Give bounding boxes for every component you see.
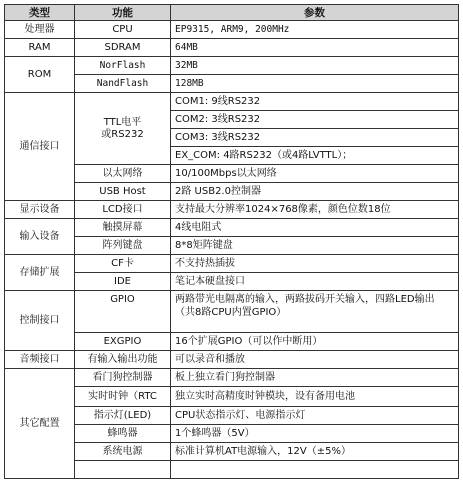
param-cell: 可以录音和播放 bbox=[171, 351, 459, 369]
category-cell: RAM bbox=[5, 39, 75, 57]
function-cell: EXGPIO bbox=[75, 333, 171, 351]
function-cell: NandFlash bbox=[75, 75, 171, 93]
function-cell: 阵列键盘 bbox=[75, 237, 171, 255]
spec-table bbox=[4, 4, 459, 479]
param-cell: EX_COM: 4路RS232（或4路LVTTL）； bbox=[171, 147, 459, 165]
function-cell: GPIO bbox=[75, 291, 171, 333]
function-cell: 实时时钟（RTC bbox=[75, 387, 171, 407]
empty-cell bbox=[171, 461, 459, 479]
empty-cell bbox=[75, 461, 171, 479]
param-cell: 1个蜂鸣器（5V） bbox=[171, 425, 459, 443]
param-cell: 独立实时高精度时钟模块，设有备用电池 bbox=[171, 387, 459, 407]
function-cell: 系统电源 bbox=[75, 443, 171, 461]
param-cell: 2路 USB2.0控制器 bbox=[171, 183, 459, 201]
param-cell: 不支持热插拔 bbox=[171, 255, 459, 273]
table-row bbox=[5, 369, 459, 387]
category-cell: 显示设备 bbox=[5, 201, 75, 219]
header-function: 功能 bbox=[75, 5, 171, 21]
table-row bbox=[5, 219, 459, 237]
param-cell: CPU状态指示灯、电源指示灯 bbox=[171, 407, 459, 425]
function-cell: CPU bbox=[75, 21, 171, 39]
table-header-row bbox=[5, 5, 459, 21]
param-cell: 10/100Mbps以太网络 bbox=[171, 165, 459, 183]
param-cell: 标准计算机AT电源输入，12V（±5%） bbox=[171, 443, 459, 461]
param-cell: COM3: 3线RS232 bbox=[171, 129, 459, 147]
function-cell: 看门狗控制器 bbox=[75, 369, 171, 387]
table-row bbox=[5, 93, 459, 111]
category-cell: 控制接口 bbox=[5, 291, 75, 351]
function-cell: 触摸屏幕 bbox=[75, 219, 171, 237]
function-cell: CF卡 bbox=[75, 255, 171, 273]
category-cell: 音频接口 bbox=[5, 351, 75, 369]
param-cell: 笔记本硬盘接口 bbox=[171, 273, 459, 291]
function-cell: LCD接口 bbox=[75, 201, 171, 219]
table-row bbox=[5, 21, 459, 39]
function-cell: 以太网络 bbox=[75, 165, 171, 183]
category-cell: 存储扩展 bbox=[5, 255, 75, 291]
param-cell: 64MB bbox=[171, 39, 459, 57]
param-cell: COM2: 3线RS232 bbox=[171, 111, 459, 129]
param-cell: 128MB bbox=[171, 75, 459, 93]
param-cell: EP9315, ARM9, 200MHz bbox=[171, 21, 459, 39]
function-cell: IDE bbox=[75, 273, 171, 291]
param-cell: 16个扩展GPIO（可以作中断用） bbox=[171, 333, 459, 351]
header-category: 类型 bbox=[5, 5, 75, 21]
table-row bbox=[5, 201, 459, 219]
param-cell: 32MB bbox=[171, 57, 459, 75]
param-cell: 4线电阻式 bbox=[171, 219, 459, 237]
function-cell: NorFlash bbox=[75, 57, 171, 75]
param-cell: 支持最大分辨率1024×768像素，颜色位数18位 bbox=[171, 201, 459, 219]
function-cell: USB Host bbox=[75, 183, 171, 201]
category-cell: 输入设备 bbox=[5, 219, 75, 255]
category-cell: 处理器 bbox=[5, 21, 75, 39]
table-row bbox=[5, 291, 459, 333]
param-cell: 8*8矩阵键盘 bbox=[171, 237, 459, 255]
table-row bbox=[5, 57, 459, 75]
category-cell: 通信接口 bbox=[5, 93, 75, 201]
category-cell: 其它配置 bbox=[5, 369, 75, 479]
table-row bbox=[5, 351, 459, 369]
table-row bbox=[5, 39, 459, 57]
header-params: 参数 bbox=[171, 5, 459, 21]
function-cell: 有输入输出功能 bbox=[75, 351, 171, 369]
param-cell: 两路带光电隔离的输入，两路拔码开关输入，四路LED输出（共8路CPU内置GPIO） bbox=[171, 291, 459, 333]
category-cell: ROM bbox=[5, 57, 75, 93]
function-cell: TTL电平 或RS232 bbox=[75, 93, 171, 165]
param-cell: 板上独立看门狗控制器 bbox=[171, 369, 459, 387]
param-cell: COM1: 9线RS232 bbox=[171, 93, 459, 111]
table-row bbox=[5, 255, 459, 273]
function-cell: 指示灯(LED) bbox=[75, 407, 171, 425]
function-cell: 蜂鸣器 bbox=[75, 425, 171, 443]
function-cell: SDRAM bbox=[75, 39, 171, 57]
